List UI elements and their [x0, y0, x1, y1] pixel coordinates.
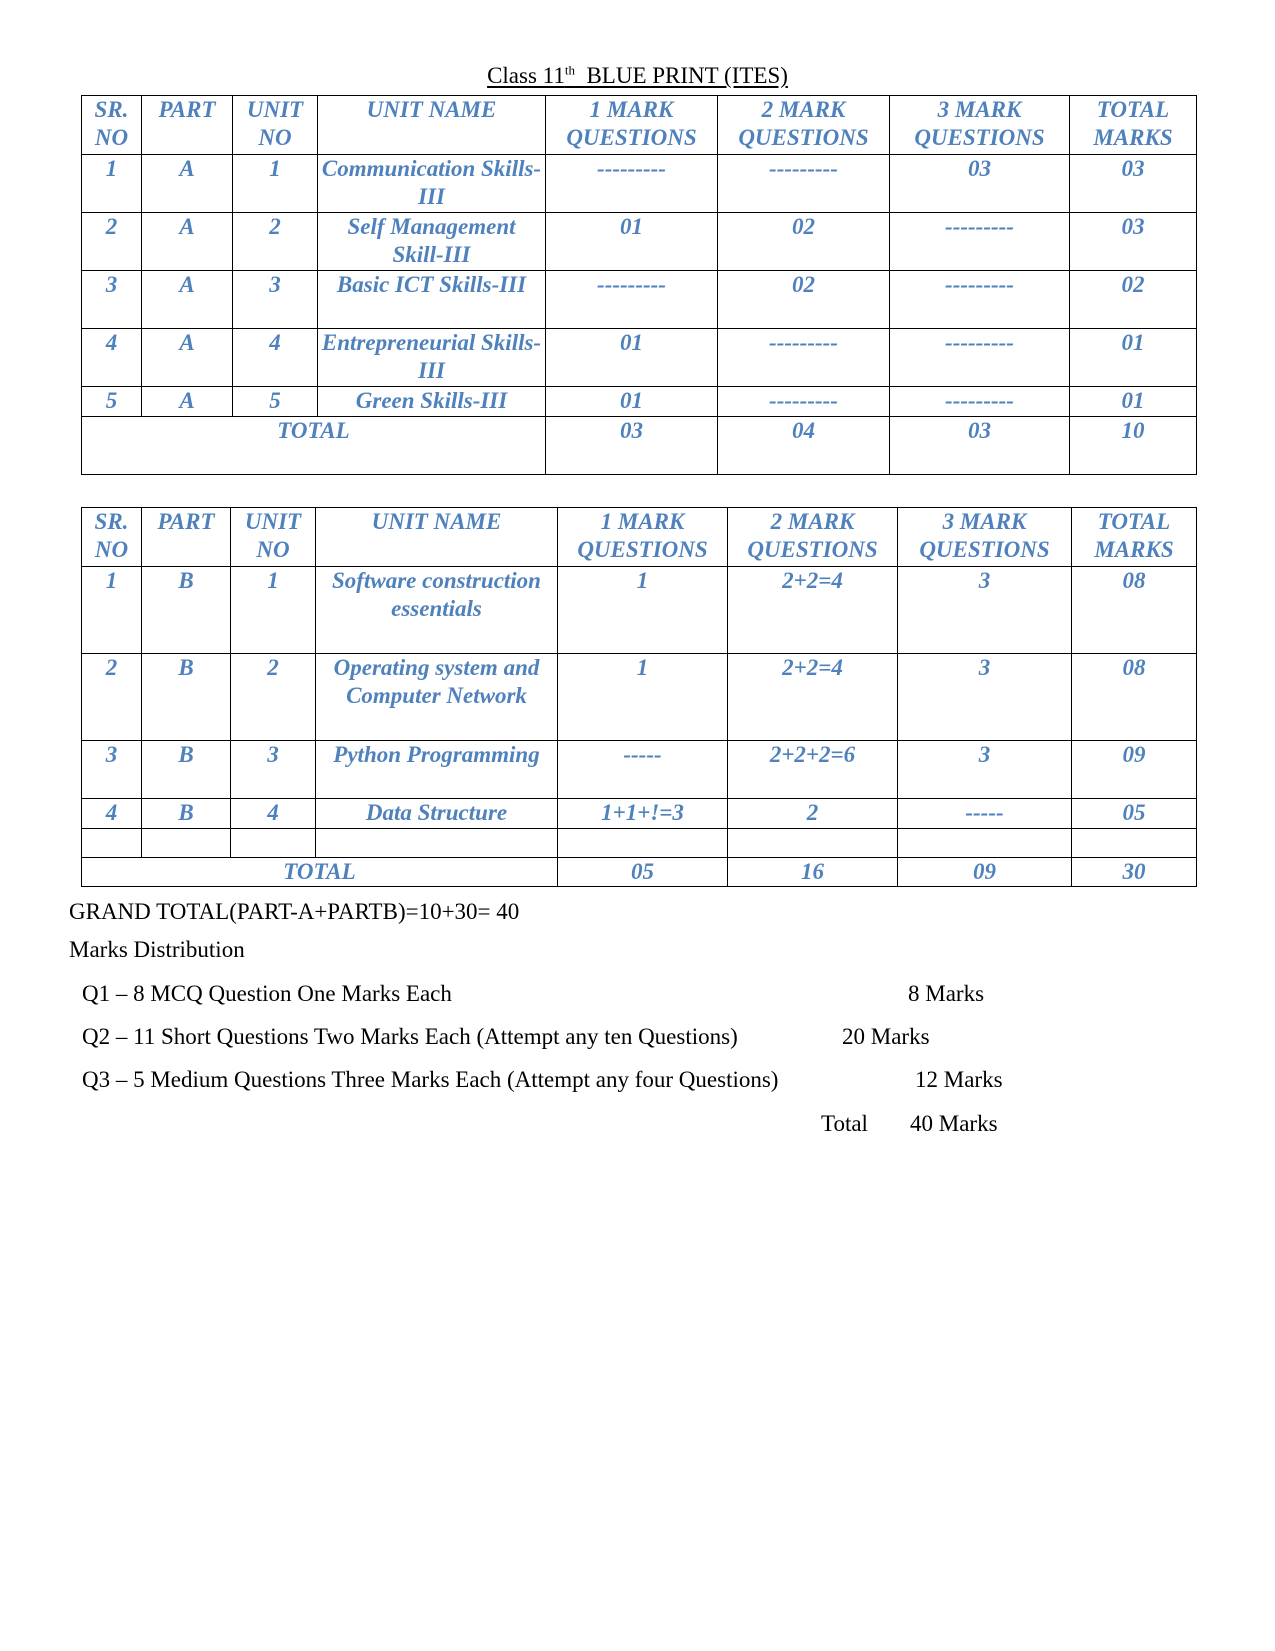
header-cell: UNIT NAME [318, 96, 546, 155]
table-row [82, 155, 1197, 213]
title-suffix: BLUE PRINT (ITES) [574, 63, 788, 88]
table-cell: Python Programming [316, 741, 558, 799]
table-row [82, 213, 1197, 271]
table-cell [142, 829, 231, 858]
table-cell: 3 [82, 741, 142, 799]
table-row [82, 567, 1197, 654]
table-cell: 02 [718, 213, 890, 271]
table-cell: 1 [558, 567, 728, 654]
table-row [82, 741, 1197, 799]
table-cell: --------- [718, 155, 890, 213]
table-cell: A [142, 387, 233, 417]
table-cell: 01 [546, 213, 718, 271]
header-cell: 1 MARK QUESTIONS [546, 96, 718, 155]
table-cell: 1 [82, 567, 142, 654]
table-cell: A [142, 271, 233, 329]
table-cell: 01 [1070, 329, 1197, 387]
table-cell: 02 [718, 271, 890, 329]
distribution-total-label: Total [821, 1111, 868, 1136]
table-cell: ----- [898, 799, 1072, 829]
header-cell: 1 MARK QUESTIONS [558, 508, 728, 567]
table-cell: 1 [233, 155, 318, 213]
header-cell: UNIT NAME [316, 508, 558, 567]
table-cell: 08 [1072, 567, 1197, 654]
distribution-total-marks: 40 Marks [910, 1111, 998, 1136]
table-cell: 3 [231, 741, 316, 799]
total-cell: 30 [1072, 858, 1197, 887]
blueprint-table-part-a [81, 95, 1197, 475]
table-cell: 1 [231, 567, 316, 654]
marks-distribution-heading: Marks Distribution [69, 937, 245, 962]
header-cell: UNIT NO [231, 508, 316, 567]
table-row [82, 329, 1197, 387]
table-cell: 2+2=4 [728, 654, 898, 741]
table-cell: B [142, 741, 231, 799]
table-cell [898, 829, 1072, 858]
table-cell: 2+2=4 [728, 567, 898, 654]
table-cell: 2 [82, 213, 142, 271]
table-row [82, 271, 1197, 329]
table-cell: 4 [82, 329, 142, 387]
grand-total-line: GRAND TOTAL(PART-A+PARTB)=10+30= 40 [69, 899, 520, 924]
header-cell: PART [142, 508, 231, 567]
table-cell: 03 [1070, 213, 1197, 271]
table-row [82, 829, 1197, 858]
table-cell: --------- [718, 387, 890, 417]
table-cell: Data Structure [316, 799, 558, 829]
header-cell: 2 MARK QUESTIONS [728, 508, 898, 567]
distribution-line-q1: Q1 – 8 MCQ Question One Marks Each [82, 981, 452, 1006]
total-label: TOTAL [82, 858, 558, 887]
table-cell: 3 [82, 271, 142, 329]
table-cell: Green Skills-III [318, 387, 546, 417]
table-cell: 05 [1072, 799, 1197, 829]
table-header-row [82, 96, 1197, 155]
table-cell: B [142, 799, 231, 829]
total-cell: 05 [558, 858, 728, 887]
total-cell: 04 [718, 417, 890, 475]
table-cell [316, 829, 558, 858]
table-total-row [82, 417, 1197, 475]
table-cell: --------- [718, 329, 890, 387]
header-cell: TOTAL MARKS [1070, 96, 1197, 155]
table-cell: --------- [890, 271, 1070, 329]
total-cell: 10 [1070, 417, 1197, 475]
header-cell: 3 MARK QUESTIONS [898, 508, 1072, 567]
table-cell: B [142, 567, 231, 654]
table-cell: Operating system and Computer Network [316, 654, 558, 741]
table-cell: 2 [728, 799, 898, 829]
distribution-marks-q3: 12 Marks [915, 1067, 1003, 1092]
header-cell: SR. NO [82, 508, 142, 567]
table-cell: 3 [898, 741, 1072, 799]
table-cell [728, 829, 898, 858]
table-cell: Communication Skills-III [318, 155, 546, 213]
table-cell: 02 [1070, 271, 1197, 329]
distribution-line-q2: Q2 – 11 Short Questions Two Marks Each (Attempt any ten Questions) [82, 1024, 738, 1049]
table-cell: B [142, 654, 231, 741]
distribution-line-q3: Q3 – 5 Medium Questions Three Marks Each (Attempt any four Questions) [82, 1067, 779, 1092]
table-cell: 2 [233, 213, 318, 271]
table-cell: 3 [898, 567, 1072, 654]
table-cell: 03 [890, 155, 1070, 213]
table-total-row [82, 858, 1197, 887]
table-cell [82, 829, 142, 858]
table-cell: 01 [546, 329, 718, 387]
table-cell: A [142, 329, 233, 387]
table-cell: ----- [558, 741, 728, 799]
table-row [82, 799, 1197, 829]
table-cell: 1 [558, 654, 728, 741]
blueprint-table-part-b [81, 507, 1197, 887]
table-row [82, 654, 1197, 741]
header-cell: TOTAL MARKS [1072, 508, 1197, 567]
header-cell: UNIT NO [233, 96, 318, 155]
table-cell: 3 [898, 654, 1072, 741]
table-header-row [82, 508, 1197, 567]
total-cell: 03 [546, 417, 718, 475]
table-cell: 5 [233, 387, 318, 417]
table-cell: 01 [1070, 387, 1197, 417]
table-cell: 2 [82, 654, 142, 741]
table-cell: 1 [82, 155, 142, 213]
header-cell: 3 MARK QUESTIONS [890, 96, 1070, 155]
table-cell: Self Management Skill-III [318, 213, 546, 271]
table-cell: --------- [890, 213, 1070, 271]
table-cell [558, 829, 728, 858]
table-cell: --------- [546, 271, 718, 329]
header-cell: 2 MARK QUESTIONS [718, 96, 890, 155]
distribution-marks-q1: 8 Marks [908, 981, 985, 1006]
table-cell: 2 [231, 654, 316, 741]
table-cell: 08 [1072, 654, 1197, 741]
header-cell: SR. NO [82, 96, 142, 155]
table-cell: 3 [233, 271, 318, 329]
table-cell: --------- [546, 155, 718, 213]
table-cell [231, 829, 316, 858]
table-cell: 1+1+!=3 [558, 799, 728, 829]
table-cell: 03 [1070, 155, 1197, 213]
table-cell: Software construction essentials [316, 567, 558, 654]
total-label: TOTAL [82, 417, 546, 475]
total-cell: 03 [890, 417, 1070, 475]
table-cell: A [142, 155, 233, 213]
title-prefix: Class 11 [487, 63, 565, 88]
page-title [0, 62, 1275, 90]
table-cell: --------- [890, 387, 1070, 417]
table-cell: A [142, 213, 233, 271]
table-cell: 4 [233, 329, 318, 387]
header-cell: PART [142, 96, 233, 155]
distribution-marks-q2: 20 Marks [842, 1024, 930, 1049]
table-cell [1072, 829, 1197, 858]
table-cell: 4 [231, 799, 316, 829]
total-cell: 09 [898, 858, 1072, 887]
table-cell: 4 [82, 799, 142, 829]
table-cell: Entrepreneurial Skills-III [318, 329, 546, 387]
table-cell: 5 [82, 387, 142, 417]
title-superscript: th [564, 62, 575, 78]
table-cell: Basic ICT Skills-III [318, 271, 546, 329]
total-cell: 16 [728, 858, 898, 887]
table-cell: --------- [890, 329, 1070, 387]
table-cell: 01 [546, 387, 718, 417]
table-cell: 2+2+2=6 [728, 741, 898, 799]
table-cell: 09 [1072, 741, 1197, 799]
table-row [82, 387, 1197, 417]
